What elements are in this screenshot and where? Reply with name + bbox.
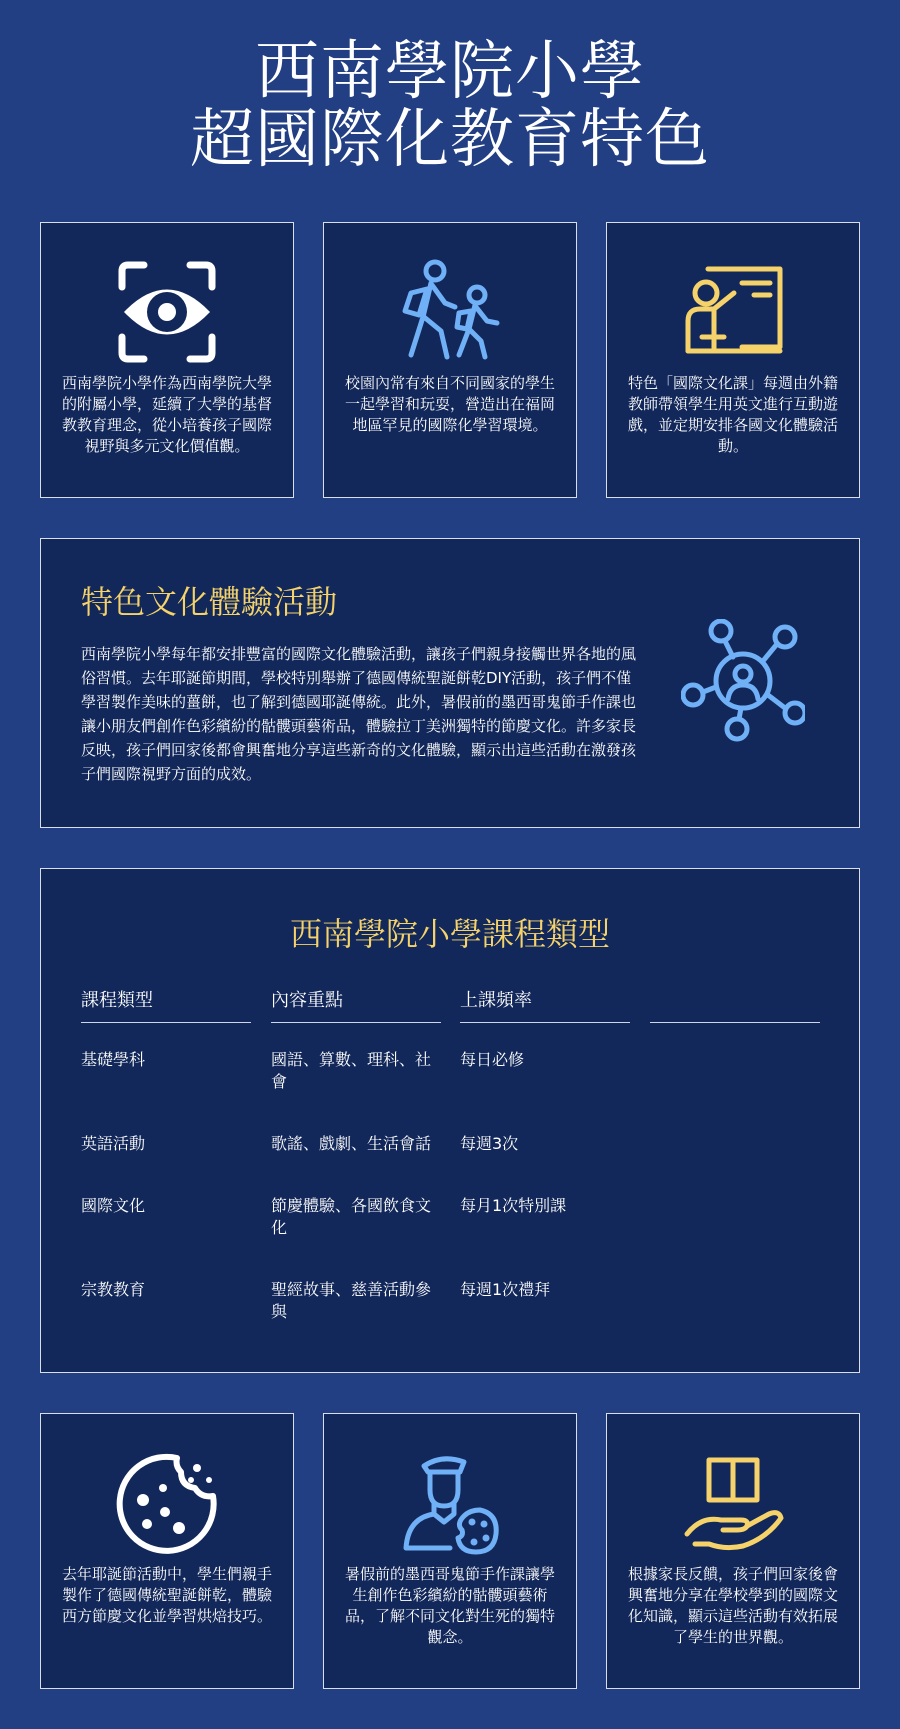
cell-type: 英語活動 bbox=[81, 1134, 146, 1153]
network-person-icon bbox=[681, 619, 805, 743]
culture-body: 西南學院小學每年都安排豐富的國際文化體驗活動，讓孩子們親身接觸世界各地的風俗習慣。去年耶誕節期間，學校特別舉辦了德國傳統聖誕餅乾DIY活動，孩子們不僅學習製作美味的薑餅，也了解到德國耶誕傳統。此外，暑假前的墨西哥鬼節手作課也讓小朋友們創作色彩繽紛的骷髏頭藝術品，體驗拉丁美洲獨特的節慶文化。許多家長反映，孩子們回家後都會興奮地分享這些新奇的文化體驗，顯示出這些活動在激發孩子們國際視野方面的成效。 bbox=[81, 645, 637, 783]
column-header-empty bbox=[650, 986, 820, 1023]
column-header-content: 內容重點 bbox=[271, 986, 441, 1023]
cell-type: 基礎學科 bbox=[81, 1050, 146, 1069]
courses-section bbox=[40, 868, 860, 1373]
feature-card-1 bbox=[40, 222, 294, 498]
book-hand-icon bbox=[681, 1452, 785, 1556]
cell-frequency: 每週3次 bbox=[460, 1134, 519, 1153]
feature-card-2 bbox=[323, 222, 577, 498]
feature-text-1: 西南學院小學作為西南學院大學的附屬小學，延續了大學的基督教教育理念，從小培養孩子國際視野與多元文化價值觀。 bbox=[61, 374, 272, 455]
cell-frequency: 每週1次禮拜 bbox=[460, 1280, 551, 1299]
bottom-text-3: 根據家長反饋，孩子們回家後會興奮地分享在學校學到的國際文化知識，顯示這些活動有效拓展了學生的世界觀。 bbox=[627, 1565, 838, 1646]
eye-icon bbox=[114, 259, 220, 365]
artist-palette-icon bbox=[398, 1452, 502, 1556]
cell-content: 歌謠、戲劇、生活會話 bbox=[271, 1134, 432, 1153]
title-line-1: 西南學院小學 bbox=[255, 35, 645, 109]
culture-section bbox=[40, 538, 860, 828]
page-title bbox=[0, 35, 900, 177]
cookie-icon bbox=[115, 1452, 219, 1556]
courses-title: 西南學院小學課程類型 bbox=[289, 915, 610, 953]
bottom-text-1: 去年耶誕節活動中，學生們親手製作了德國傳統聖誕餅乾，體驗西方節慶文化並學習烘焙技巧。 bbox=[61, 1565, 272, 1625]
feature-card-3 bbox=[606, 222, 860, 498]
cell-content: 聖經故事、慈善活動參與 bbox=[271, 1280, 432, 1321]
culture-title: 特色文化體驗活動 bbox=[81, 583, 338, 621]
cell-frequency: 每月1次特別課 bbox=[460, 1196, 567, 1215]
bottom-card-2 bbox=[323, 1413, 577, 1689]
cell-type: 國際文化 bbox=[81, 1196, 146, 1215]
feature-text-3: 特色「國際文化課」每週由外籍教師帶領學生用英文進行互動遊戲，並定期安排各國文化體驗活動。 bbox=[627, 374, 838, 455]
bottom-card-1 bbox=[40, 1413, 294, 1689]
bottom-card-3 bbox=[606, 1413, 860, 1689]
title-line-2: 超國際化教育特色 bbox=[190, 103, 710, 177]
walking-people-icon bbox=[397, 259, 503, 365]
cell-type: 宗教教育 bbox=[81, 1280, 146, 1299]
cell-content: 節慶體驗、各國飲食文化 bbox=[271, 1196, 432, 1237]
column-header-type: 課程類型 bbox=[81, 986, 251, 1023]
cell-frequency: 每日必修 bbox=[460, 1050, 525, 1069]
column-header-frequency: 上課頻率 bbox=[460, 986, 630, 1023]
teacher-board-icon bbox=[680, 259, 786, 365]
cell-content: 國語、算數、理科、社會 bbox=[271, 1050, 432, 1091]
feature-text-2: 校園內常有來自不同國家的學生一起學習和玩耍，營造出在福岡地區罕見的國際化學習環境。 bbox=[344, 374, 555, 434]
bottom-text-2: 暑假前的墨西哥鬼節手作課讓學生創作色彩繽紛的骷髏頭藝術品，了解不同文化對生死的獨特觀念。 bbox=[344, 1565, 555, 1646]
